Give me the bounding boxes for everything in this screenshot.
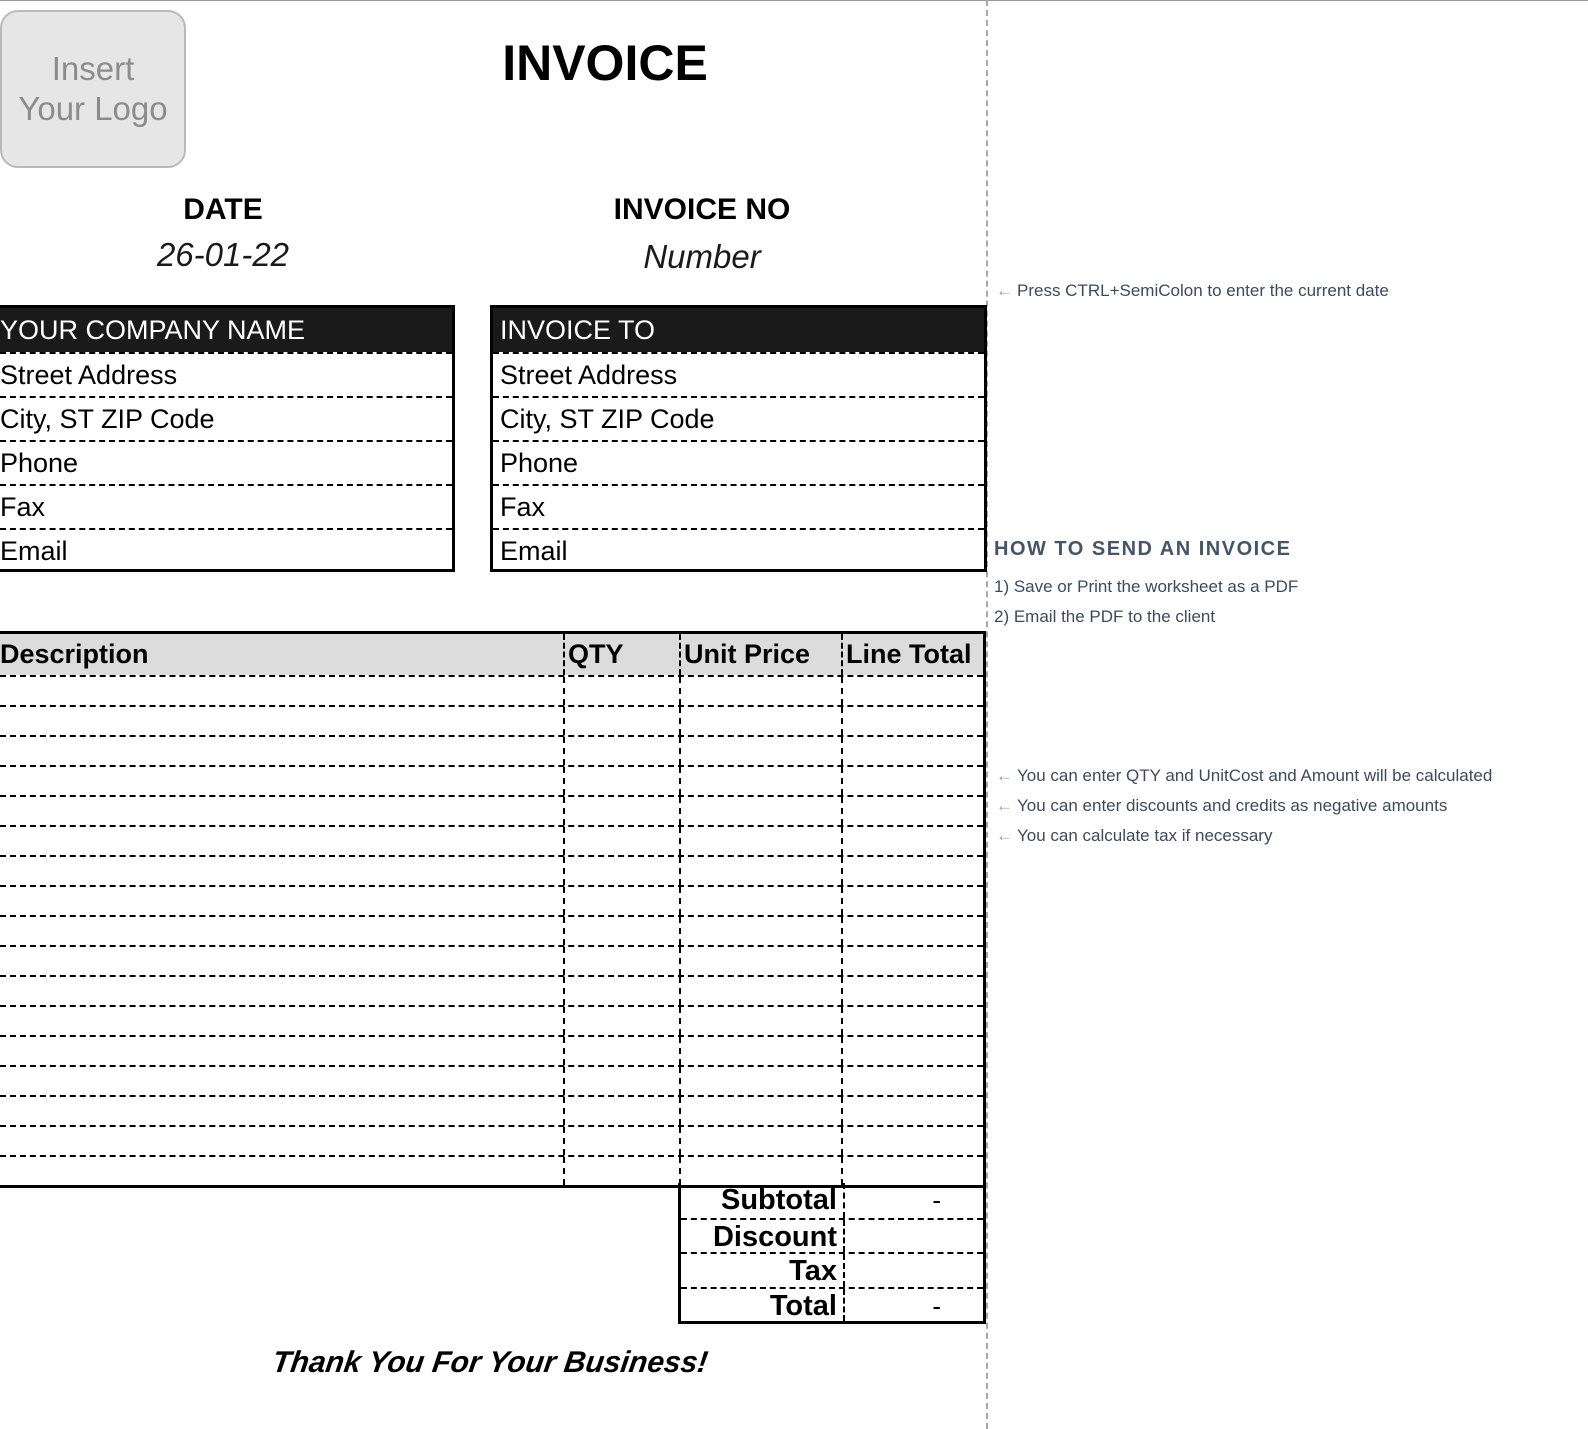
tax-row: [681, 1252, 983, 1287]
item-unit-price-cell[interactable]: [681, 677, 843, 705]
subtotal-value[interactable]: -: [932, 1185, 941, 1215]
item-qty-cell[interactable]: [565, 797, 681, 825]
howto-step-2: 2) Email the PDF to the client: [994, 607, 1216, 626]
discount-label: Discount: [681, 1220, 845, 1253]
table-row: [0, 975, 983, 1005]
item-description-cell[interactable]: [0, 677, 565, 705]
item-line-total-cell[interactable]: [843, 677, 983, 705]
item-description-cell[interactable]: [0, 1007, 565, 1035]
table-row: [0, 705, 983, 735]
item-line-total-cell[interactable]: [843, 947, 983, 975]
table-row: [0, 945, 983, 975]
page-break-line: [986, 0, 988, 1429]
logo-text-line2: Your Logo: [18, 90, 168, 127]
item-qty-cell[interactable]: [565, 887, 681, 915]
item-qty-cell[interactable]: [565, 707, 681, 735]
tip-tax-text: You can calculate tax if necessary: [1017, 826, 1273, 845]
item-line-total-cell[interactable]: [843, 1127, 983, 1155]
item-line-total-cell[interactable]: [843, 1067, 983, 1095]
tip-qty-unitcost: [996, 766, 1492, 786]
subtotal-label: Subtotal: [681, 1183, 845, 1218]
column-header-description: Description: [0, 634, 565, 675]
left-arrow-icon: ←: [996, 281, 1013, 300]
item-unit-price-cell[interactable]: [681, 1127, 843, 1155]
discount-row: [681, 1218, 983, 1253]
item-line-total-cell[interactable]: [843, 917, 983, 945]
tip-discounts-text: You can enter discounts and credits as negative amounts: [1017, 796, 1448, 815]
item-unit-price-cell[interactable]: [681, 1157, 843, 1185]
item-qty-cell[interactable]: [565, 1007, 681, 1035]
company-email[interactable]: Email: [0, 528, 452, 572]
tip-tax: [996, 826, 1272, 846]
tax-label: Tax: [681, 1254, 845, 1287]
tip-discounts: [996, 796, 1447, 816]
table-row: [0, 885, 983, 915]
item-qty-cell[interactable]: [565, 827, 681, 855]
date-label: DATE: [183, 193, 263, 226]
item-qty-cell[interactable]: [565, 1097, 681, 1125]
item-unit-price-cell[interactable]: [681, 827, 843, 855]
tax-value[interactable]: [845, 1254, 983, 1287]
item-line-total-cell[interactable]: [843, 887, 983, 915]
item-qty-cell[interactable]: [565, 1037, 681, 1065]
item-qty-cell[interactable]: [565, 1157, 681, 1185]
item-qty-cell[interactable]: [565, 857, 681, 885]
item-line-total-cell[interactable]: [843, 977, 983, 1005]
item-description-cell[interactable]: [0, 1037, 565, 1065]
invoice-no-label: INVOICE NO: [613, 193, 791, 226]
thank-you-message: Thank You For Your Business!: [270, 1346, 710, 1379]
invoice-no-value[interactable]: Number: [643, 238, 761, 275]
item-qty-cell[interactable]: [565, 947, 681, 975]
item-line-total-cell[interactable]: [843, 1097, 983, 1125]
table-row: [0, 735, 983, 765]
company-city-state-zip[interactable]: City, ST ZIP Code: [0, 396, 452, 440]
item-unit-price-cell[interactable]: [681, 1037, 843, 1065]
totals-box: [678, 1183, 986, 1324]
table-row: [0, 825, 983, 855]
logo-text-line1: Insert: [51, 50, 135, 87]
company-phone[interactable]: Phone: [0, 440, 452, 484]
line-items-body: [0, 675, 983, 1185]
total-row: [681, 1287, 983, 1322]
item-description-cell[interactable]: [0, 857, 565, 885]
date-value[interactable]: 26-01-22: [156, 236, 290, 273]
line-items-table: [0, 631, 986, 1188]
company-street-address[interactable]: Street Address: [0, 352, 452, 396]
item-line-total-cell[interactable]: [843, 827, 983, 855]
item-line-total-cell[interactable]: [843, 1037, 983, 1065]
item-qty-cell[interactable]: [565, 1127, 681, 1155]
left-arrow-icon: ←: [996, 796, 1013, 815]
date-tip-note: [996, 281, 1389, 301]
discount-value[interactable]: [845, 1220, 983, 1253]
item-qty-cell[interactable]: [565, 977, 681, 1005]
item-description-cell[interactable]: [0, 737, 565, 765]
table-row: [0, 1065, 983, 1095]
item-description-cell[interactable]: [0, 767, 565, 795]
item-qty-cell[interactable]: [565, 767, 681, 795]
item-line-total-cell[interactable]: [843, 707, 983, 735]
total-label: Total: [681, 1289, 845, 1322]
item-unit-price-cell[interactable]: [681, 737, 843, 765]
item-line-total-cell[interactable]: [843, 857, 983, 885]
bill-to-street-address[interactable]: Street Address: [493, 352, 984, 396]
item-unit-price-cell[interactable]: [681, 1067, 843, 1095]
logo-placeholder[interactable]: [0, 10, 186, 168]
column-header-qty: QTY: [565, 634, 681, 675]
left-arrow-icon: ←: [996, 826, 1013, 845]
item-unit-price-cell[interactable]: [681, 947, 843, 975]
table-row: [0, 795, 983, 825]
item-description-cell[interactable]: [0, 977, 565, 1005]
table-row: [0, 675, 983, 705]
item-line-total-cell[interactable]: [843, 737, 983, 765]
item-description-cell[interactable]: [0, 887, 565, 915]
table-row: [0, 765, 983, 795]
item-unit-price-cell[interactable]: [681, 887, 843, 915]
line-items-header-row: [0, 634, 983, 675]
table-row: [0, 1005, 983, 1035]
howto-title: HOW TO SEND AN INVOICE: [994, 538, 1292, 560]
tip-qty-unitcost-text: You can enter QTY and UnitCost and Amount will be calculated: [1017, 766, 1493, 785]
column-header-unit-price: Unit Price: [681, 634, 843, 675]
item-unit-price-cell[interactable]: [681, 977, 843, 1005]
item-qty-cell[interactable]: [565, 737, 681, 765]
item-description-cell[interactable]: [0, 797, 565, 825]
bill-to-phone[interactable]: Phone: [493, 440, 984, 484]
company-fax[interactable]: Fax: [0, 484, 452, 528]
table-row: [0, 1155, 983, 1185]
item-description-cell[interactable]: [0, 947, 565, 975]
item-line-total-cell[interactable]: [843, 1007, 983, 1035]
item-unit-price-cell[interactable]: [681, 797, 843, 825]
item-description-cell[interactable]: [0, 1067, 565, 1095]
company-info-box: [0, 305, 455, 572]
table-row: [0, 1035, 983, 1065]
top-border-line: [0, 0, 1588, 1]
table-row: [0, 915, 983, 945]
item-line-total-cell[interactable]: [843, 767, 983, 795]
left-arrow-icon: ←: [996, 766, 1013, 785]
subtotal-row: [681, 1183, 983, 1218]
company-name-header[interactable]: YOUR COMPANY NAME: [0, 308, 452, 352]
bill-to-header[interactable]: INVOICE TO: [493, 308, 984, 352]
bill-to-email[interactable]: Email: [493, 528, 984, 572]
bill-to-fax[interactable]: Fax: [493, 484, 984, 528]
howto-step-1: 1) Save or Print the worksheet as a PDF: [994, 577, 1299, 596]
item-description-cell[interactable]: [0, 917, 565, 945]
date-tip-text: Press CTRL+SemiColon to enter the current date: [1017, 281, 1389, 300]
item-unit-price-cell[interactable]: [681, 707, 843, 735]
table-row: [0, 1125, 983, 1155]
item-line-total-cell[interactable]: [843, 1157, 983, 1185]
item-description-cell[interactable]: [0, 1097, 565, 1125]
item-unit-price-cell[interactable]: [681, 1097, 843, 1125]
bill-to-city-state-zip[interactable]: City, ST ZIP Code: [493, 396, 984, 440]
item-qty-cell[interactable]: [565, 1067, 681, 1095]
item-line-total-cell[interactable]: [843, 797, 983, 825]
item-description-cell[interactable]: [0, 1127, 565, 1155]
item-description-cell[interactable]: [0, 707, 565, 735]
item-unit-price-cell[interactable]: [681, 1007, 843, 1035]
item-qty-cell[interactable]: [565, 917, 681, 945]
item-unit-price-cell[interactable]: [681, 917, 843, 945]
item-unit-price-cell[interactable]: [681, 767, 843, 795]
invoice-title: INVOICE: [502, 35, 708, 91]
table-row: [0, 855, 983, 885]
item-description-cell[interactable]: [0, 827, 565, 855]
column-header-line-total: Line Total: [846, 639, 972, 669]
item-unit-price-cell[interactable]: [681, 857, 843, 885]
item-description-cell[interactable]: [0, 1157, 565, 1185]
item-qty-cell[interactable]: [565, 677, 681, 705]
table-row: [0, 1095, 983, 1125]
total-value[interactable]: -: [932, 1290, 941, 1321]
bill-to-box: [490, 305, 987, 572]
